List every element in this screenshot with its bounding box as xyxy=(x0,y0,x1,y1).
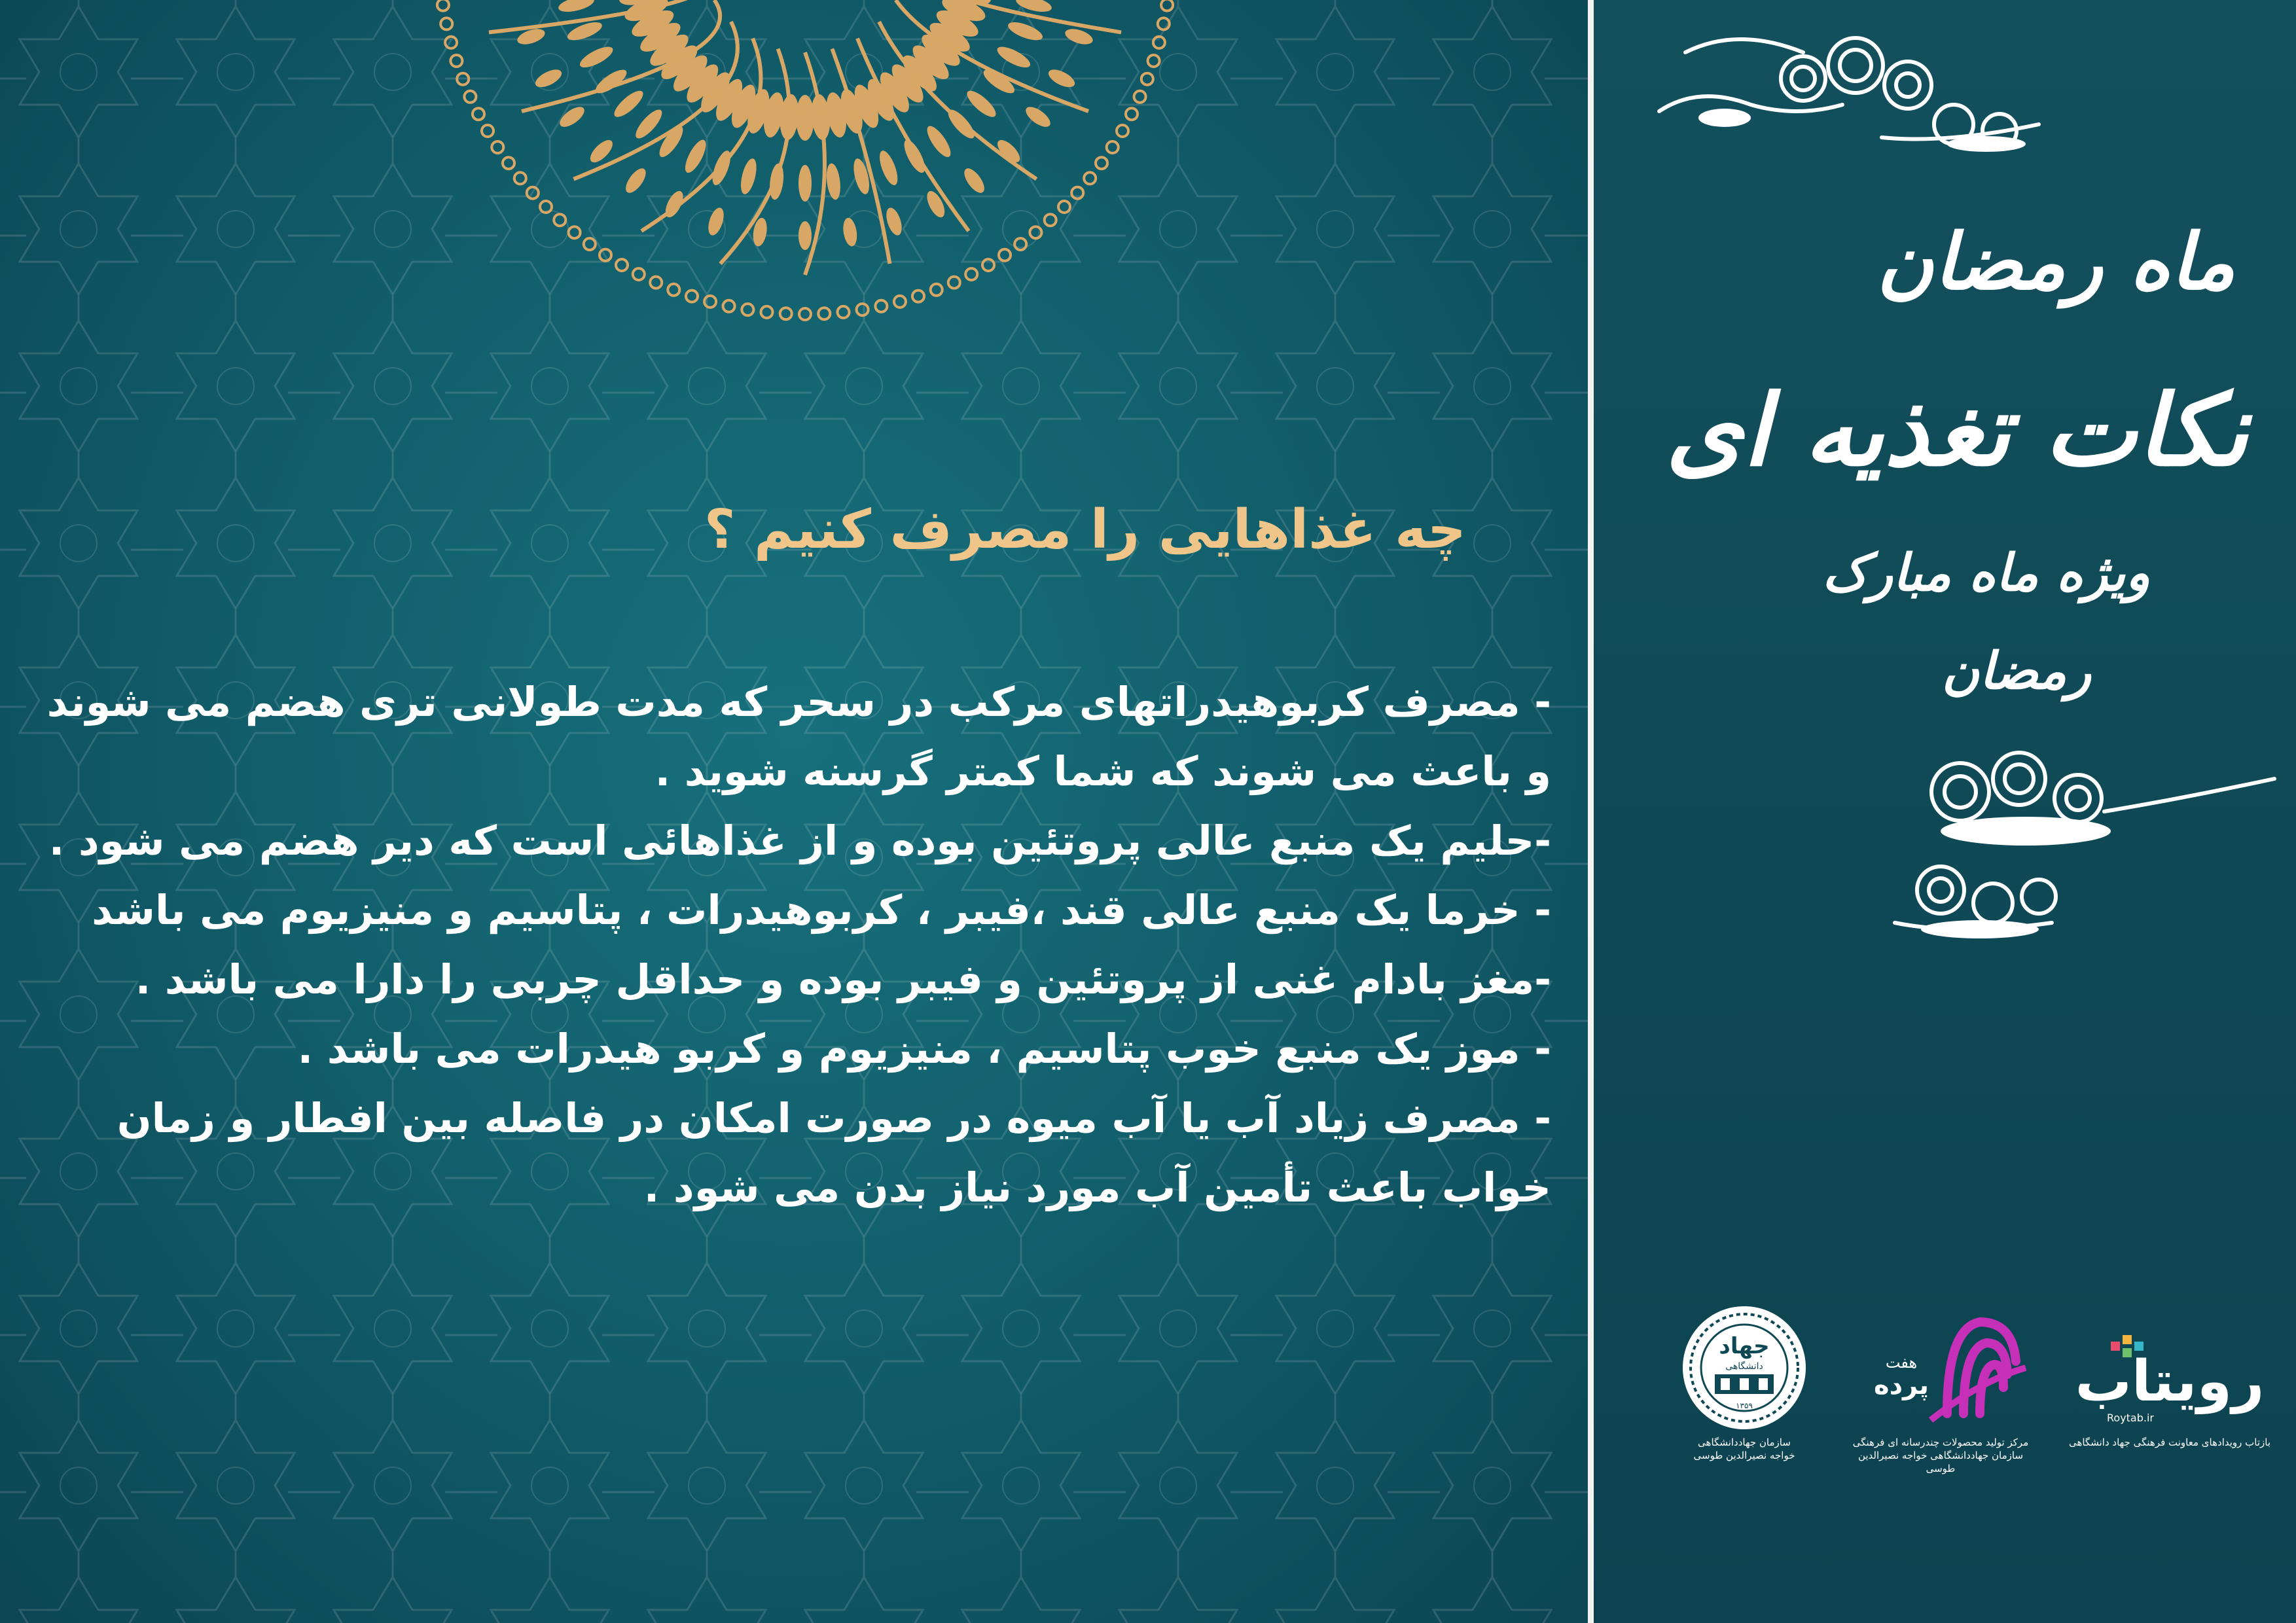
mandala-petal xyxy=(841,217,859,247)
mandala-dot xyxy=(633,268,645,280)
mandala-petal xyxy=(738,157,759,196)
mandala-dot xyxy=(742,304,753,315)
mandala-dot xyxy=(1071,187,1083,199)
mandala-petal xyxy=(796,95,814,141)
mandala-petal xyxy=(505,0,536,1)
mandala-petal xyxy=(876,149,901,187)
mandala-petal xyxy=(1074,0,1105,1)
mandala-dot xyxy=(482,125,493,137)
mandala-dot xyxy=(818,308,830,319)
mandala-petal xyxy=(1006,18,1045,44)
mandala-dot xyxy=(704,296,716,308)
mandala-dot xyxy=(1141,73,1153,85)
mandala-petal xyxy=(923,123,954,160)
mandala-petal xyxy=(1022,103,1053,131)
mandala-petal xyxy=(611,87,647,121)
mandala-dot xyxy=(1126,108,1138,120)
svg-text:۱۳۵۹: ۱۳۵۹ xyxy=(1736,1401,1753,1410)
mandala-petal xyxy=(1046,66,1077,91)
mandala-dot xyxy=(616,259,628,271)
mandala-petal xyxy=(622,165,649,196)
mandala-dot xyxy=(1158,18,1170,29)
title-ramadan: ماه رمضان xyxy=(1876,216,2235,307)
mandala-dot xyxy=(1148,55,1160,67)
mandala-dot xyxy=(503,157,514,169)
tip-item: -حلیم یک منبع عالی پروتئین بوده و از غذاهائی است که دیر هضم می شود . xyxy=(48,817,1551,865)
mandala-dot xyxy=(1161,0,1173,11)
mandala-petal xyxy=(706,205,727,237)
mandala-dot xyxy=(1045,214,1056,226)
mandala-dot xyxy=(982,259,994,271)
mandala-petal xyxy=(557,0,596,15)
nutrition-tips-list xyxy=(46,668,1551,1222)
mandala-petal xyxy=(798,165,812,202)
mandala-dot xyxy=(554,214,565,226)
roytab-logo xyxy=(2065,1302,2274,1449)
mandala-dot xyxy=(437,0,449,11)
tip-item: - موز یک منبع خوب پتاسیم ، منیزیوم و کربو هیدرات می باشد . xyxy=(297,1025,1551,1073)
subtitle-line1: ویژه ماه مبارک xyxy=(1822,543,2150,603)
mandala-petal xyxy=(681,137,710,175)
haftpardeh-emblem-icon xyxy=(1849,1302,2032,1433)
mandala-dot xyxy=(931,284,942,296)
haftpardeh-caption-2: سازمان جهاددانشگاهی خواجه نصیرالدین طوسی xyxy=(1857,1450,2024,1474)
mandala-dot xyxy=(780,308,792,319)
mandala-dot xyxy=(514,172,526,184)
mandala-dot xyxy=(1058,201,1070,213)
roytab-caption: بازتاب رویدادهای معاونت فرهنگی جهاد دانشگاهی xyxy=(2068,1436,2271,1448)
jahad-caption-2: خواجه نصیرالدین طوسی xyxy=(1693,1450,1795,1461)
mandala-dot xyxy=(875,300,887,312)
cloud-ornament-top xyxy=(1646,13,2052,157)
mandala-dot xyxy=(1096,157,1107,169)
svg-text:دانشگاهی: دانشگاهی xyxy=(1725,1361,1763,1372)
mandala-dot xyxy=(473,108,484,120)
mandala-dot xyxy=(761,306,773,318)
haftpardeh-caption-1: مرکز تولید محصولات چندرسانه ای فرهنگی xyxy=(1852,1436,2029,1448)
mandala-petal xyxy=(994,43,1033,71)
mandala-dot xyxy=(1014,238,1026,250)
mandala-dot xyxy=(838,306,850,318)
tip-item: - مصرف زیاد آب یا آب میوه در صورت امکان در فاصله بین افطار و زمان خواب باعث تأمین آب مورد نیاز بدن می شود . xyxy=(117,1094,1551,1211)
mandala-dot xyxy=(445,37,457,48)
mandala-petal xyxy=(577,43,616,71)
mandala-dot xyxy=(600,249,611,261)
svg-text:Roytab.ir: Roytab.ir xyxy=(2107,1412,2154,1424)
mandala-petal xyxy=(798,221,812,250)
mandala-dot xyxy=(686,291,698,302)
svg-text:جهاد: جهاد xyxy=(1719,1333,1770,1359)
mandala-petal xyxy=(924,188,948,220)
mandala-petal xyxy=(963,87,999,121)
title-panel xyxy=(1594,0,2296,1623)
jahad-emblem-icon xyxy=(1679,1302,1810,1433)
mandala-dot xyxy=(1107,141,1119,153)
subtitle-line2: رمضان xyxy=(1941,641,2091,701)
mandala-dot xyxy=(799,308,811,320)
cloud-ornament-bottom xyxy=(1882,740,2287,949)
tip-item: - مصرف کربوهیدراتهای مرکب در سحر که مدت طولانی تری هضم می شوند و باعث می شوند که شما کمتر گرسنه شوید . xyxy=(46,678,1551,795)
mandala-dot xyxy=(948,277,960,289)
mandala-dot xyxy=(540,201,552,213)
title-nutrition-tips: نکات تغذیه ای xyxy=(1665,373,2248,488)
gold-mandala-ornament xyxy=(281,0,1329,406)
mandala-petal xyxy=(1063,26,1094,48)
content-heading: چه غذاهایی را مصرف کنیم ؟ xyxy=(704,499,1466,561)
mandala-dot xyxy=(492,141,503,153)
svg-text:رویتاب: رویتاب xyxy=(2075,1349,2265,1414)
mandala-dot xyxy=(457,73,469,85)
mandala-petal xyxy=(884,205,905,237)
mandala-dot xyxy=(464,91,476,103)
mandala-petal xyxy=(961,165,988,196)
haftpardeh-logo xyxy=(1842,1302,2039,1475)
mandala-dot xyxy=(569,226,581,238)
tip-item: -مغز بادام غنی از پروتئین و فیبر بوده و حداقل چربی را دارا می باشد . xyxy=(135,955,1551,1003)
mandala-petal xyxy=(556,103,587,131)
jahad-caption-1: سازمان جهاددانشگاهی xyxy=(1698,1436,1791,1448)
jahad-logo xyxy=(1666,1302,1823,1462)
mandala-dot xyxy=(1084,172,1096,184)
mandala-petal xyxy=(825,162,842,200)
svg-text:هفت: هفت xyxy=(1885,1353,1918,1372)
mandala-dot xyxy=(723,300,735,312)
roytab-emblem-icon xyxy=(2072,1302,2268,1433)
mandala-dot xyxy=(450,55,462,67)
svg-text:پرده: پرده xyxy=(1873,1370,1929,1400)
mandala-dot xyxy=(650,277,662,289)
mandala-dot xyxy=(668,284,679,296)
mandala-petal xyxy=(655,123,687,160)
mandala-dot xyxy=(1153,37,1165,48)
panel-divider xyxy=(1588,0,1594,1623)
mandala-dot xyxy=(584,238,596,250)
mandala-dot xyxy=(527,187,539,199)
mandala-dot xyxy=(1117,125,1128,137)
mandala-petal xyxy=(533,66,564,91)
mandala-dot xyxy=(965,268,977,280)
mandala-dot xyxy=(857,304,869,315)
mandala-dot xyxy=(1030,226,1041,238)
mandala-dot xyxy=(1134,91,1146,103)
mandala-dot xyxy=(999,249,1011,261)
mandala-dot xyxy=(440,18,452,29)
mandala-dot xyxy=(912,291,924,302)
tip-item: - خرما یک منبع عالی قند ،فیبر ، کربوهیدرات ، پتاسیم و منیزیوم می باشد xyxy=(92,886,1551,934)
mandala-dot xyxy=(894,296,906,308)
